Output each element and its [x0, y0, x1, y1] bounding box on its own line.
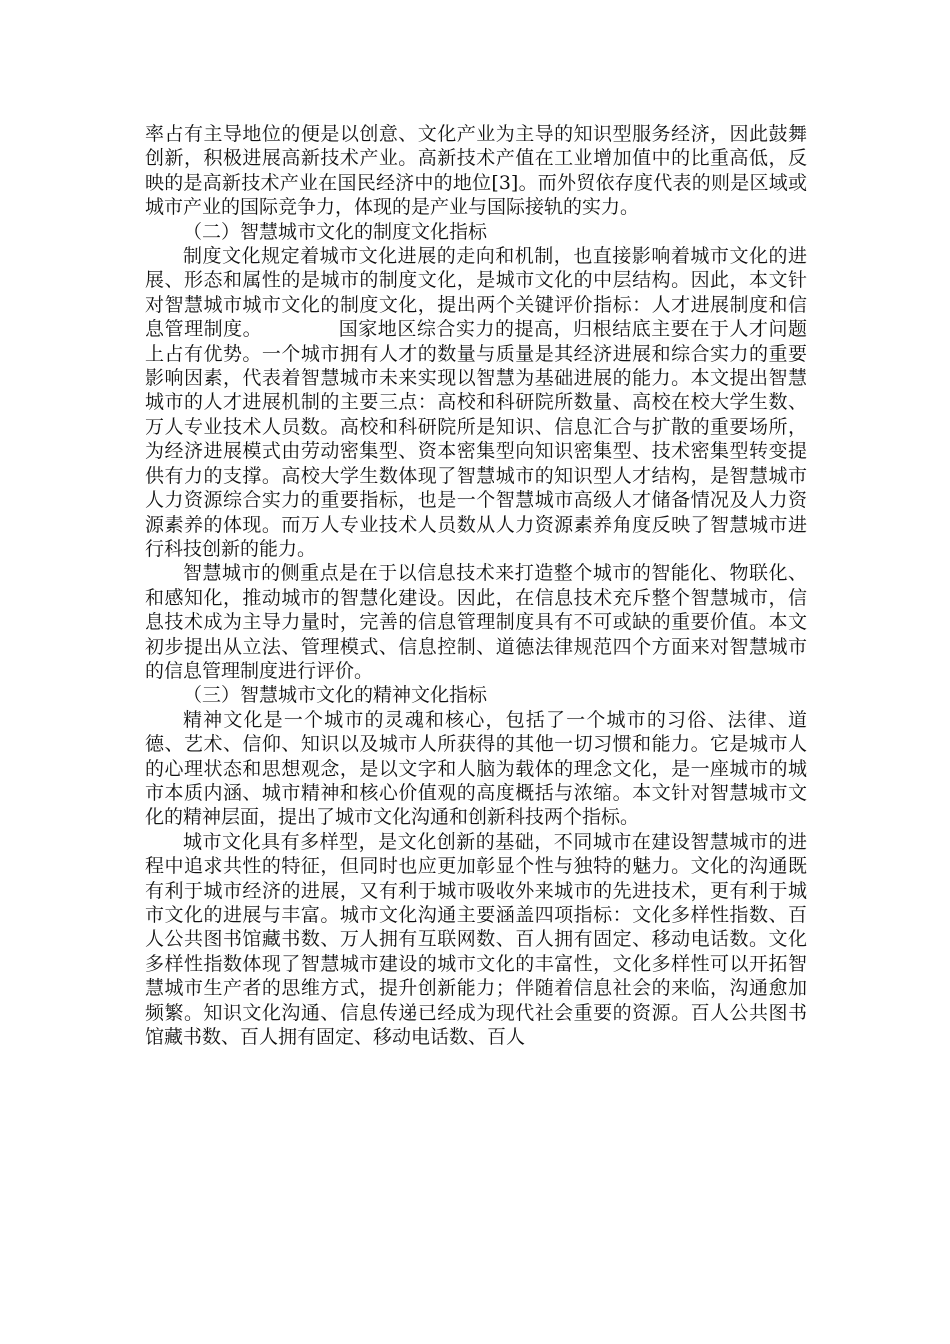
paragraph-culture-diversity: 城市文化具有多样型，是文化创新的基础，不同城市在建设智慧城市的进程中追求共性的特征，但同时也应更加彰显个性与独特的魅力。文化的沟通既有利于城市经济的进展，又有利于城市吸收外来城市的先进技术，更有利于城市文化的进展与丰富。城市文化沟通主要涵盖四项指标：文化多样性指数、百人公共图书馆藏书数、万人拥有互联网数、百人拥有固定、移动电话数。文化多样性指数体现了智慧城市建设的城市文化的丰富性，文化多样性可以开拓智慧城市生产者的思维方式，提升创新能力；伴随着信息社会的来临，沟通愈加频繁。知识文化沟通、信息传递已经成为现代社会重要的资源。百人公共图书馆藏书数、百人拥有固定、移动电话数、百人: [145, 830, 807, 1049]
paragraph-intro: 率占有主导地位的便是以创意、文化产业为主导的知识型服务经济，因此鼓舞创新，积极进展高新技术产业。高新技术产值在工业增加值中的比重高低，反映的是高新技术产业在国民经济中的地位[3]。而外贸依存度代表的则是区域或城市产业的国际竞争力，体现的是产业与国际接轨的实力。: [145, 123, 807, 219]
paragraph-spiritual-culture: 精神文化是一个城市的灵魂和核心，包括了一个城市的习俗、法律、道德、艺术、信仰、知识以及城市人所获得的其他一切习惯和能力。它是城市人的心理状态和思想观念，是以文字和人脑为载体的理念文化，是一座城市的城市本质内涵、城市精神和核心价值观的高度概括与浓缩。本文针对智慧城市文化的精神层面，提出了城市文化沟通和创新科技两个指标。: [145, 708, 807, 829]
section-heading-3: （三）智慧城市文化的精神文化指标: [183, 684, 488, 707]
paragraph-system-culture: [145, 244, 807, 561]
paragraph-system-culture-a: 制度文化规定着城市文化进展的走向和机制，也直接影响着城市文化的进展、形态和属性的是城市的制度文化，是城市文化的中层结构。因此，本文针对智慧城市城市文化的制度文化，提出两个关键评价指标：人才进展制度和信息管理制度。: [145, 245, 807, 341]
paragraph-system-culture-b: 国家地区综合实力的提高，归根结底主要在于人才问题上占有优势。一个城市拥有人才的数量与质量是其经济进展和综合实力的重要影响因素，代表着智慧城市未来实现以智慧为基础进展的能力。本文提出智慧城市的人才进展机制的主要三点：高校和科研院所数量、高校在校大学生数、万人专业技术人员数。高校和科研院所是知识、信息汇合与扩散的重要场所，为经济进展模式由劳动密集型、资本密集型向知识密集型、技术密集型转变提供有力的支撑。高校大学生数体现了智慧城市的知识型人才结构，是智慧城市人力资源综合实力的重要指标，也是一个智慧城市高级人才储备情况及人力资源素养的体现。而万人专业技术人员数从人力资源素养角度反映了智慧城市进行科技创新的能力。: [145, 318, 807, 560]
section-heading-2: （二）智慧城市文化的制度文化指标: [183, 220, 488, 243]
paragraph-info-management: 智慧城市的侧重点是在于以信息技术来打造整个城市的智能化、物联化、和感知化，推动城市的智慧化建设。因此，在信息技术充斥整个智慧城市，信息技术成为主导力量时，完善的信息管理制度具有不可或缺的重要价值。本文初步提出从立法、管理模式、信息控制、道德法律规范四个方面来对智慧城市的信息管理制度进行评价。: [145, 562, 807, 682]
document-page: [145, 122, 807, 1049]
